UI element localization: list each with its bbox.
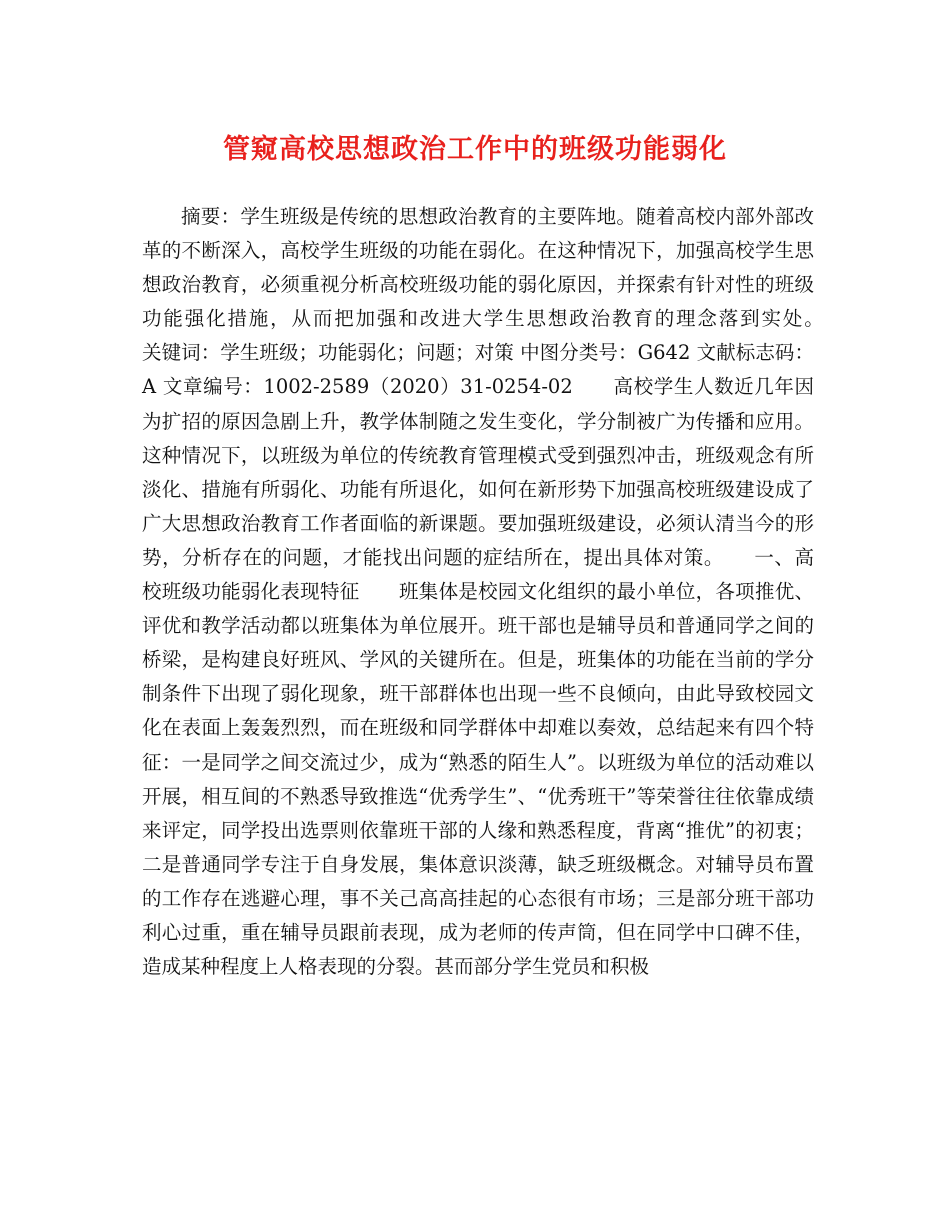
document-body-paragraph: 摘要：学生班级是传统的思想政治教育的主要阵地。随着高校内部外部改革的不断深入，高校学生班级的功能在弱化。在这种情况下，加强高校学生思想政治教育，必须重视分析高校班级功能的弱化原因，并探索有针对性的班级功能强化措施，从而把加强和改进大学生思想政治教育的理念落到实处。 关键词：学生班级；功能弱化；问题；对策 中图分类号：G642 文献标志码：A 文章编号：1002-2589（2020）31-0254-02 高校学生人数近几年因为扩招的原因急剧上升，教学体制随之发生变化，学分制被广为传播和应用。这种情况下，以班级为单位的传统教育管理模式受到强烈冲击，班级观念有所淡化、措施有所弱化、功能有所退化，如何在新形势下加强高校班级建设成了广大思想政治教育工作者面临的新课题。要加强班级建设，必须认清当今的形势，分析存在的问题，才能找出问题的症结所在，提出具体对策。 一、高校班级功能弱化表现特征 班集体是校园文化组织的最小单位，各项推优、评优和教学活动都以班集体为单位展开。班干部也是辅导员和普通同学之间的桥梁，是构建良好班风、学风的关键所在。但是，班集体的功能在当前的学分制条件下出现了弱化现象，班干部群体也出现一些不良倾向，由此导致校园文化在表面上轰轰烈烈，而在班级和同学群体中却难以奏效，总结起来有四个特征：一是同学之间交流过少，成为“熟悉的陌生人”。以班级为单位的活动难以开展，相互间的不熟悉导致推选“优秀学生”、“优秀班干”等荣誉往往依靠成绩来评定，同学投出选票则依靠班干部的人缘和熟悉程度，背离“推优”的初衷；二是普通同学专注于自身发展，集体意识淡薄，缺乏班级概念。对辅导员布置的工作存在逃避心理，事不关己高高挂起的心态很有市场；三是部分班干部功利心过重，重在辅导员跟前表现，成为老师的传声筒，但在同学中口碑不佳，造成某种程度上人格表现的分裂。甚而部分学生党员和积极: [142, 205, 854, 979]
document-title: 管窥高校思想政治工作中的班级功能弱化: [223, 134, 727, 165]
